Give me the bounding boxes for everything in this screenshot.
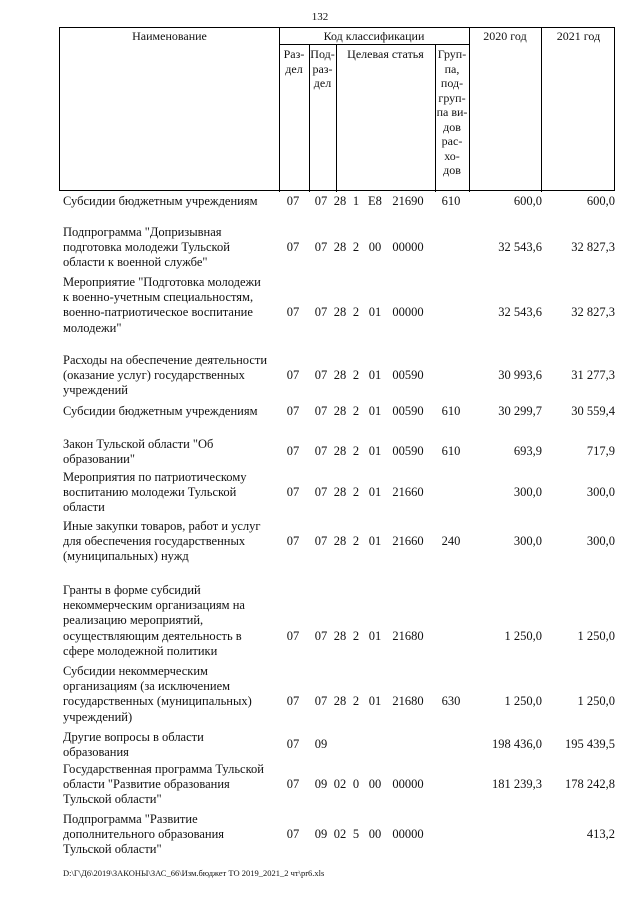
row-name-line: военно-патриотическое воспитание bbox=[63, 305, 253, 320]
row-name-line: для обеспечения государственных bbox=[63, 534, 246, 549]
row-name-line: (муниципальных) нужд bbox=[63, 549, 189, 564]
cell-2020: 30 993,6 bbox=[498, 368, 542, 383]
cell-2020: 1 250,0 bbox=[504, 628, 542, 643]
cell-2021: 300,0 bbox=[586, 485, 615, 500]
row-name-line: Подпрограмма "Допризывная bbox=[63, 225, 222, 239]
row-name-line: области bbox=[63, 500, 105, 515]
row-name-line: Тульской области" bbox=[63, 792, 162, 807]
row-name-line: подготовка молодежи Тульской bbox=[63, 240, 230, 255]
cell-target-main: 00 bbox=[368, 827, 382, 842]
cell-2020: 300,0 bbox=[513, 485, 542, 500]
table-row bbox=[0, 194, 640, 209]
row-name-line: Подпрограмма "Развитие bbox=[63, 812, 198, 826]
row-name-line: Субсидии некоммерческим bbox=[63, 664, 208, 678]
cell-podrazdel: 07 bbox=[314, 368, 328, 383]
page-number: 132 bbox=[311, 11, 329, 23]
cell-2021: 1 250,0 bbox=[577, 628, 615, 643]
cell-razdel: 07 bbox=[286, 694, 300, 709]
cell-target-direction: 00000 bbox=[392, 305, 424, 320]
cell-2021: 32 827,3 bbox=[571, 240, 615, 255]
cell-target-sub: 1 bbox=[352, 194, 360, 208]
cell-target-program: 28 bbox=[333, 194, 347, 208]
cell-target-sub: 2 bbox=[352, 694, 360, 709]
cell-target-direction: 00000 bbox=[392, 240, 424, 255]
cell-target-sub: 2 bbox=[352, 368, 360, 383]
table-row bbox=[0, 730, 640, 760]
cell-target-program: 02 bbox=[333, 827, 347, 842]
table-row bbox=[0, 812, 640, 858]
cell-razdel: 07 bbox=[286, 368, 300, 383]
table-header bbox=[59, 27, 615, 191]
cell-2020: 600,0 bbox=[513, 194, 542, 208]
row-name-line: Тульской области" bbox=[63, 842, 162, 857]
cell-2021: 413,2 bbox=[586, 827, 615, 842]
row-name-line: осуществляющим деятельность в bbox=[63, 628, 242, 643]
cell-target-program: 28 bbox=[333, 628, 347, 643]
cell-target-sub: 2 bbox=[352, 444, 360, 458]
header-divider bbox=[541, 28, 542, 192]
cell-target-program: 28 bbox=[333, 534, 347, 549]
cell-target-program: 28 bbox=[333, 368, 347, 383]
cell-podrazdel: 07 bbox=[314, 485, 328, 500]
table-row bbox=[0, 275, 640, 336]
cell-target-direction: 21680 bbox=[392, 694, 424, 709]
cell-2020: 693,9 bbox=[513, 444, 542, 458]
row-name-line: воспитанию молодежи Тульской bbox=[63, 485, 237, 500]
table-row bbox=[0, 664, 640, 725]
cell-podrazdel: 07 bbox=[314, 194, 328, 208]
cell-target-main: 01 bbox=[368, 368, 382, 383]
header-code: Код классификации bbox=[323, 29, 425, 43]
cell-target-direction: 21680 bbox=[392, 628, 424, 643]
cell-2020: 198 436,0 bbox=[492, 737, 542, 751]
cell-target-direction: 21660 bbox=[392, 485, 424, 500]
header-2020: 2020 год bbox=[483, 29, 527, 43]
cell-target-direction: 00590 bbox=[392, 444, 424, 458]
cell-razdel: 07 bbox=[286, 240, 300, 255]
row-name bbox=[63, 812, 281, 858]
table-row bbox=[0, 225, 640, 271]
cell-target-direction: 21690 bbox=[392, 194, 424, 208]
cell-razdel: 07 bbox=[286, 305, 300, 320]
cell-podrazdel: 07 bbox=[314, 305, 328, 320]
cell-target-main: 01 bbox=[368, 444, 382, 458]
row-name-line: Субсидии бюджетным учреждениям bbox=[63, 194, 258, 208]
cell-2021: 30 559,4 bbox=[571, 404, 615, 418]
cell-target-program: 28 bbox=[333, 444, 347, 458]
cell-target-program: 28 bbox=[333, 485, 347, 500]
file-path-footer: D:\Г\Д6\2019\ЗАКОНЫ\ЗАС_66\Изм.бюджет ТО 2019_2021_2 чт\pr6.xls bbox=[63, 868, 325, 878]
cell-target-program: 28 bbox=[333, 404, 347, 418]
row-name-line: Мероприятия по патриотическому bbox=[63, 470, 247, 484]
cell-razdel: 07 bbox=[286, 737, 300, 751]
cell-razdel: 07 bbox=[286, 444, 300, 458]
row-name bbox=[63, 437, 281, 467]
cell-2021: 600,0 bbox=[586, 194, 615, 208]
row-name bbox=[63, 470, 281, 516]
cell-2021: 31 277,3 bbox=[571, 368, 615, 383]
cell-2021: 1 250,0 bbox=[577, 694, 615, 709]
cell-2020: 1 250,0 bbox=[504, 694, 542, 709]
row-name-line: Закон Тульской области "Об bbox=[63, 437, 214, 451]
cell-razdel: 07 bbox=[286, 777, 300, 792]
table-row bbox=[0, 470, 640, 516]
cell-2020: 32 543,6 bbox=[498, 305, 542, 320]
cell-target-main: 00 bbox=[368, 240, 382, 255]
row-name bbox=[63, 404, 281, 419]
row-name-line: дополнительного образования bbox=[63, 827, 225, 842]
cell-2021: 195 439,5 bbox=[565, 737, 615, 751]
row-name-line: Субсидии бюджетным учреждениям bbox=[63, 404, 258, 418]
table-row bbox=[0, 404, 640, 419]
row-name-line: Мероприятие "Подготовка молодежи bbox=[63, 275, 261, 289]
row-name-line: Государственная программа Тульской bbox=[63, 762, 264, 776]
cell-podrazdel: 07 bbox=[314, 444, 328, 458]
cell-target-main: 01 bbox=[368, 628, 382, 643]
cell-target-direction: 21660 bbox=[392, 534, 424, 549]
cell-razdel: 07 bbox=[286, 404, 300, 418]
row-name-line: государственных (муниципальных) bbox=[63, 694, 252, 709]
cell-target-direction: 00590 bbox=[392, 404, 424, 418]
cell-razdel: 07 bbox=[286, 827, 300, 842]
cell-group: 240 bbox=[441, 534, 461, 549]
cell-target-program: 28 bbox=[333, 305, 347, 320]
row-name-line: (оказание услуг) государственных bbox=[63, 368, 245, 383]
header-podrazdel: Под- раз- дел bbox=[310, 47, 335, 90]
cell-group: 610 bbox=[441, 444, 461, 458]
cell-razdel: 07 bbox=[286, 485, 300, 500]
row-name-line: реализацию мероприятий, bbox=[63, 613, 204, 628]
row-name bbox=[63, 225, 281, 271]
table-row bbox=[0, 353, 640, 399]
row-name-line: области к военной службе" bbox=[63, 255, 208, 270]
header-divider bbox=[279, 44, 469, 45]
cell-target-direction: 00000 bbox=[392, 827, 424, 842]
cell-2021: 717,9 bbox=[586, 444, 615, 458]
header-divider bbox=[336, 45, 337, 192]
cell-target-main: Е8 bbox=[368, 194, 382, 208]
cell-podrazdel: 09 bbox=[314, 777, 328, 792]
cell-2020: 181 239,3 bbox=[492, 777, 542, 792]
cell-target-program: 02 bbox=[333, 777, 347, 792]
cell-podrazdel: 07 bbox=[314, 240, 328, 255]
cell-podrazdel: 07 bbox=[314, 694, 328, 709]
cell-target-main: 01 bbox=[368, 694, 382, 709]
row-name-line: молодежи" bbox=[63, 320, 122, 335]
cell-2020: 300,0 bbox=[513, 534, 542, 549]
cell-razdel: 07 bbox=[286, 194, 300, 208]
cell-target-main: 00 bbox=[368, 777, 382, 792]
cell-group: 610 bbox=[441, 194, 461, 208]
cell-podrazdel: 09 bbox=[314, 737, 328, 751]
row-name-line: образовании" bbox=[63, 452, 135, 467]
row-name-line: сфере молодежной политики bbox=[63, 643, 218, 658]
row-name bbox=[63, 353, 281, 399]
row-name-line: Другие вопросы в области bbox=[63, 730, 204, 744]
cell-target-direction: 00590 bbox=[392, 368, 424, 383]
cell-target-sub: 2 bbox=[352, 534, 360, 549]
row-name-line: области "Развитие образования bbox=[63, 777, 230, 792]
row-name bbox=[63, 730, 281, 760]
row-name-line: учреждений) bbox=[63, 709, 133, 724]
row-name-line: к военно-учетным специальностям, bbox=[63, 290, 254, 305]
cell-podrazdel: 09 bbox=[314, 827, 328, 842]
header-razdel: Раз- дел bbox=[283, 47, 305, 76]
cell-target-sub: 2 bbox=[352, 305, 360, 320]
row-name bbox=[63, 194, 281, 209]
cell-podrazdel: 07 bbox=[314, 534, 328, 549]
row-name-line: организациям (за исключением bbox=[63, 679, 231, 694]
row-name-line: учреждений bbox=[63, 383, 128, 398]
cell-target-sub: 5 bbox=[352, 827, 360, 842]
cell-target-program: 28 bbox=[333, 240, 347, 255]
header-name: Наименование bbox=[132, 29, 207, 43]
header-divider bbox=[469, 28, 470, 192]
cell-target-main: 01 bbox=[368, 305, 382, 320]
cell-target-direction: 00000 bbox=[392, 777, 424, 792]
row-name-line: образования bbox=[63, 745, 129, 760]
cell-target-program: 28 bbox=[333, 694, 347, 709]
table-row bbox=[0, 583, 640, 659]
row-name-line: Гранты в форме субсидий bbox=[63, 583, 201, 597]
cell-2020: 32 543,6 bbox=[498, 240, 542, 255]
row-name-line: некоммерческим организациям на bbox=[63, 598, 245, 613]
cell-target-main: 01 bbox=[368, 404, 382, 418]
cell-razdel: 07 bbox=[286, 628, 300, 643]
table-row bbox=[0, 762, 640, 808]
row-name bbox=[63, 664, 281, 725]
cell-group: 630 bbox=[441, 694, 461, 709]
row-name-line: Иные закупки товаров, работ и услуг bbox=[63, 519, 261, 533]
cell-2021: 300,0 bbox=[586, 534, 615, 549]
cell-target-main: 01 bbox=[368, 485, 382, 500]
table-row bbox=[0, 437, 640, 467]
cell-podrazdel: 07 bbox=[314, 404, 328, 418]
cell-2021: 178 242,8 bbox=[565, 777, 615, 792]
cell-2020: 30 299,7 bbox=[498, 404, 542, 418]
row-name bbox=[63, 762, 281, 808]
cell-razdel: 07 bbox=[286, 534, 300, 549]
header-group: Груп- па, под- груп- па ви- дов рас- хо- дов bbox=[436, 47, 468, 177]
header-2021: 2021 год bbox=[556, 29, 601, 43]
cell-podrazdel: 07 bbox=[314, 628, 328, 643]
table-row bbox=[0, 519, 640, 565]
cell-2021: 32 827,3 bbox=[571, 305, 615, 320]
cell-target-sub: 2 bbox=[352, 628, 360, 643]
row-name bbox=[63, 275, 281, 336]
cell-target-sub: 0 bbox=[352, 777, 360, 792]
cell-target-main: 01 bbox=[368, 534, 382, 549]
cell-target-sub: 2 bbox=[352, 240, 360, 255]
row-name bbox=[63, 583, 281, 659]
row-name bbox=[63, 519, 281, 565]
cell-target-sub: 2 bbox=[352, 485, 360, 500]
row-name-line: Расходы на обеспечение деятельности bbox=[63, 353, 268, 367]
cell-target-sub: 2 bbox=[352, 404, 360, 418]
cell-group: 610 bbox=[441, 404, 461, 418]
header-target: Целевая статья bbox=[347, 47, 424, 61]
